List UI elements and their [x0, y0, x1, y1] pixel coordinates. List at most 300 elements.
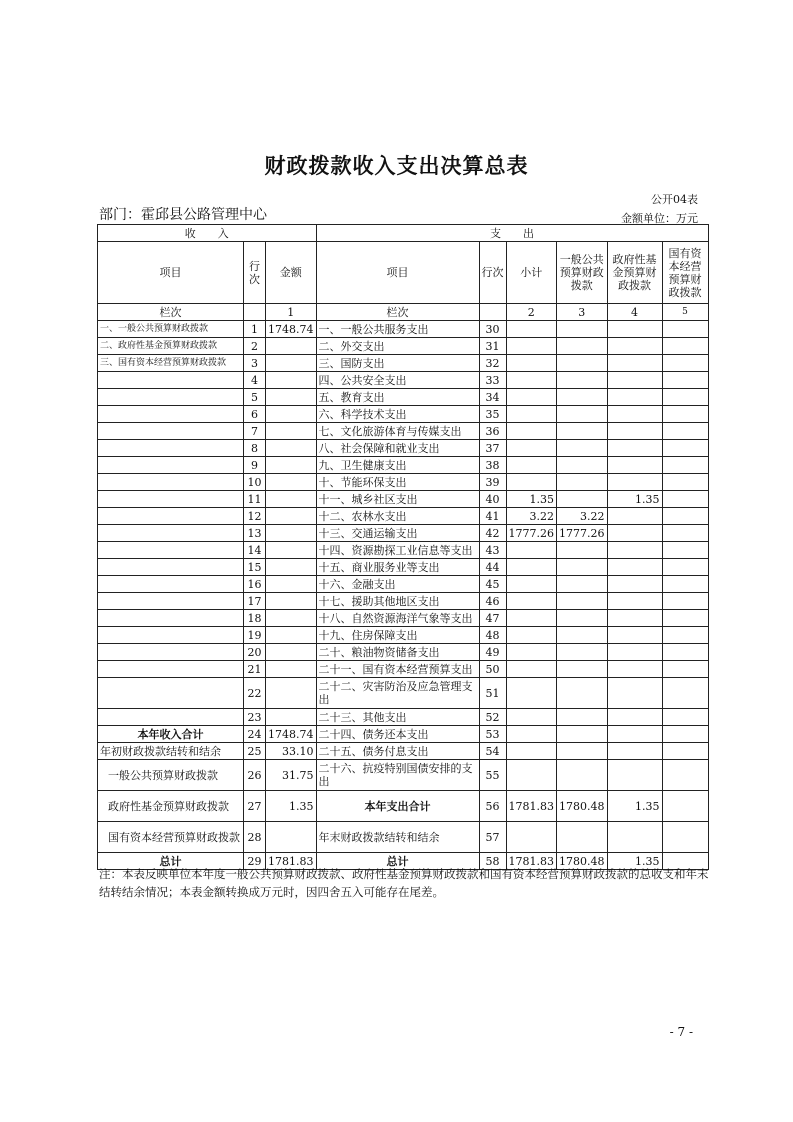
state-capital-amount	[662, 644, 708, 661]
income-item: 总计	[98, 853, 244, 870]
gov-fund-header: 政府性基金预算财政拨款	[607, 242, 662, 304]
income-item: 一、一般公共预算财政拨款	[98, 321, 244, 338]
column-number: 2	[506, 304, 557, 321]
general-budget-amount	[557, 610, 608, 627]
gov-fund-amount	[607, 610, 662, 627]
page-title: 财政拨款收入支出决算总表	[264, 154, 529, 178]
page-number: - 7 -	[669, 1025, 693, 1039]
expense-item: 八、社会保障和就业支出	[316, 440, 479, 457]
income-amount	[266, 355, 317, 372]
income-amount	[266, 423, 317, 440]
expense-item: 六、科学技术支出	[316, 406, 479, 423]
income-row-no: 6	[244, 406, 266, 423]
state-capital-amount	[662, 474, 708, 491]
expense-item: 三、国防支出	[316, 355, 479, 372]
income-row-no: 13	[244, 525, 266, 542]
subtotal	[506, 440, 557, 457]
gov-fund-amount	[607, 525, 662, 542]
income-item	[98, 709, 244, 726]
general-budget-amount	[557, 423, 608, 440]
expense-row-no: 50	[479, 661, 506, 678]
expense-row-no: 32	[479, 355, 506, 372]
table-row	[98, 760, 709, 791]
gov-fund-amount: 1.35	[607, 853, 662, 870]
expense-header: 支 出	[316, 225, 708, 242]
gov-fund-amount	[607, 627, 662, 644]
state-capital-amount	[662, 338, 708, 355]
general-budget-amount	[557, 355, 608, 372]
income-row-no: 20	[244, 644, 266, 661]
income-amount	[266, 610, 317, 627]
general-budget-amount	[557, 542, 608, 559]
general-budget-header: 一般公共预算财政拨款	[557, 242, 608, 304]
income-row-no: 18	[244, 610, 266, 627]
gov-fund-amount	[607, 440, 662, 457]
income-item	[98, 372, 244, 389]
expense-row-no: 31	[479, 338, 506, 355]
expense-row-no: 40	[479, 491, 506, 508]
expense-row-no: 37	[479, 440, 506, 457]
income-row-no: 16	[244, 576, 266, 593]
income-item	[98, 576, 244, 593]
column-number: 5	[662, 304, 708, 321]
subtotal	[506, 644, 557, 661]
gov-fund-amount: 1.35	[607, 791, 662, 822]
income-row-no: 4	[244, 372, 266, 389]
income-amount	[266, 508, 317, 525]
expense-row-no: 45	[479, 576, 506, 593]
general-budget-amount	[557, 644, 608, 661]
amount-header: 金额	[266, 242, 317, 304]
state-capital-header: 国有资本经营预算财政拨款	[662, 242, 708, 304]
table-row	[98, 338, 709, 355]
table-row	[98, 474, 709, 491]
state-capital-amount	[662, 355, 708, 372]
income-row-no: 11	[244, 491, 266, 508]
expense-row-no-header: 行次	[479, 242, 506, 304]
subtotal	[506, 389, 557, 406]
income-amount	[266, 678, 317, 709]
state-capital-amount	[662, 627, 708, 644]
gov-fund-amount	[607, 661, 662, 678]
general-budget-amount	[557, 440, 608, 457]
expense-row-no: 44	[479, 559, 506, 576]
income-row-no: 15	[244, 559, 266, 576]
income-item	[98, 491, 244, 508]
expense-item: 五、教育支出	[316, 389, 479, 406]
subtotal-header: 小计	[506, 242, 557, 304]
subtotal: 1777.26	[506, 525, 557, 542]
table-row	[98, 389, 709, 406]
gov-fund-amount	[607, 338, 662, 355]
subtotal	[506, 423, 557, 440]
subtotal	[506, 610, 557, 627]
table-row	[98, 661, 709, 678]
subtotal: 1.35	[506, 491, 557, 508]
gov-fund-amount	[607, 406, 662, 423]
state-capital-amount	[662, 576, 708, 593]
general-budget-amount	[557, 576, 608, 593]
general-budget-amount	[557, 372, 608, 389]
expense-row-no: 41	[479, 508, 506, 525]
subtotal	[506, 321, 557, 338]
income-amount: 31.75	[266, 760, 317, 791]
income-item: 政府性基金预算财政拨款	[98, 791, 244, 822]
subtotal: 1781.83	[506, 791, 557, 822]
table-row	[98, 610, 709, 627]
expense-item: 二十二、灾害防治及应急管理支出	[316, 678, 479, 709]
income-row-no: 29	[244, 853, 266, 870]
general-budget-amount: 1780.48	[557, 853, 608, 870]
table-row	[98, 457, 709, 474]
gov-fund-amount	[607, 355, 662, 372]
income-row-no: 7	[244, 423, 266, 440]
income-amount	[266, 661, 317, 678]
state-capital-amount	[662, 440, 708, 457]
general-budget-amount	[557, 760, 608, 791]
state-capital-amount	[662, 678, 708, 709]
table-row	[98, 743, 709, 760]
column-number: 3	[557, 304, 608, 321]
income-row-no: 25	[244, 743, 266, 760]
state-capital-amount	[662, 726, 708, 743]
subtotal: 1781.83	[506, 853, 557, 870]
expense-row-no: 51	[479, 678, 506, 709]
expense-row-no: 56	[479, 791, 506, 822]
income-item: 二、政府性基金预算财政拨款	[98, 338, 244, 355]
income-item: 三、国有资本经营预算财政拨款	[98, 355, 244, 372]
general-budget-amount	[557, 559, 608, 576]
expense-item: 十八、自然资源海洋气象等支出	[316, 610, 479, 627]
table-row	[98, 321, 709, 338]
expense-row-no: 35	[479, 406, 506, 423]
state-capital-amount	[662, 709, 708, 726]
subtotal: 3.22	[506, 508, 557, 525]
subtotal	[506, 542, 557, 559]
table-row	[98, 576, 709, 593]
general-budget-amount	[557, 822, 608, 853]
expense-row-no: 54	[479, 743, 506, 760]
income-item	[98, 389, 244, 406]
gov-fund-amount	[607, 593, 662, 610]
gov-fund-amount	[607, 726, 662, 743]
income-item	[98, 627, 244, 644]
expense-row-no: 42	[479, 525, 506, 542]
expense-row-no: 39	[479, 474, 506, 491]
table-row	[98, 440, 709, 457]
gov-fund-amount	[607, 822, 662, 853]
subtotal	[506, 474, 557, 491]
table-row	[98, 627, 709, 644]
state-capital-amount	[662, 593, 708, 610]
state-capital-amount	[662, 321, 708, 338]
income-row-no: 9	[244, 457, 266, 474]
income-amount	[266, 338, 317, 355]
subtotal	[506, 822, 557, 853]
income-amount: 1748.74	[266, 321, 317, 338]
income-row-no: 24	[244, 726, 266, 743]
table-row	[98, 508, 709, 525]
table-number: 公开04表	[651, 193, 698, 206]
income-item	[98, 559, 244, 576]
footnote: 注：本表反映单位本年度一般公共预算财政拨款、政府性基金预算财政拨款和国有资本经营预算财政拨款的总收支和年末结转结余情况；本表金额转换成万元时，因四舍五入可能存在尾差。	[99, 867, 709, 899]
gov-fund-amount	[607, 508, 662, 525]
expense-item-header: 项目	[316, 242, 479, 304]
table-row	[98, 678, 709, 709]
expense-item: 十六、金融支出	[316, 576, 479, 593]
table-row	[98, 709, 709, 726]
income-item: 一般公共预算财政拨款	[98, 760, 244, 791]
income-row-no: 3	[244, 355, 266, 372]
subtotal	[506, 726, 557, 743]
subtotal	[506, 372, 557, 389]
subtotal	[506, 457, 557, 474]
general-budget-amount	[557, 321, 608, 338]
income-item	[98, 593, 244, 610]
subtotal	[506, 661, 557, 678]
subtotal	[506, 559, 557, 576]
expense-row-no: 30	[479, 321, 506, 338]
state-capital-amount	[662, 791, 708, 822]
income-item	[98, 423, 244, 440]
income-item	[98, 525, 244, 542]
expense-item: 总计	[316, 853, 479, 870]
expense-item: 十二、农林水支出	[316, 508, 479, 525]
income-amount	[266, 559, 317, 576]
gov-fund-amount	[607, 709, 662, 726]
income-amount	[266, 440, 317, 457]
income-row-no: 2	[244, 338, 266, 355]
state-capital-amount	[662, 610, 708, 627]
column-label: 栏次	[98, 304, 244, 321]
expense-item: 十一、城乡社区支出	[316, 491, 479, 508]
general-budget-amount	[557, 491, 608, 508]
income-item	[98, 457, 244, 474]
income-item	[98, 508, 244, 525]
income-row-no: 17	[244, 593, 266, 610]
income-row-no: 10	[244, 474, 266, 491]
expense-item: 二十六、抗疫特别国债安排的支出	[316, 760, 479, 791]
income-item	[98, 610, 244, 627]
gov-fund-amount	[607, 743, 662, 760]
expense-item: 年末财政拨款结转和结余	[316, 822, 479, 853]
income-header: 收 入	[98, 225, 317, 242]
table-row	[98, 726, 709, 743]
expense-item: 本年支出合计	[316, 791, 479, 822]
gov-fund-amount	[607, 321, 662, 338]
expense-item: 二十五、债务付息支出	[316, 743, 479, 760]
subtotal	[506, 355, 557, 372]
income-row-no: 28	[244, 822, 266, 853]
income-amount	[266, 389, 317, 406]
gov-fund-amount	[607, 423, 662, 440]
income-row-no: 8	[244, 440, 266, 457]
gov-fund-amount	[607, 389, 662, 406]
gov-fund-amount	[607, 474, 662, 491]
table-row	[98, 525, 709, 542]
unit-label: 金额单位：万元	[621, 212, 698, 225]
expense-item: 十三、交通运输支出	[316, 525, 479, 542]
expense-item: 十七、援助其他地区支出	[316, 593, 479, 610]
income-item	[98, 661, 244, 678]
column-label: 栏次	[316, 304, 479, 321]
income-amount	[266, 525, 317, 542]
expense-item: 十、节能环保支出	[316, 474, 479, 491]
expense-item: 一、一般公共服务支出	[316, 321, 479, 338]
state-capital-amount	[662, 525, 708, 542]
income-amount	[266, 644, 317, 661]
income-amount: 1.35	[266, 791, 317, 822]
expense-row-no: 53	[479, 726, 506, 743]
expense-row-no: 49	[479, 644, 506, 661]
table-row	[98, 822, 709, 853]
income-row-no: 21	[244, 661, 266, 678]
general-budget-amount	[557, 709, 608, 726]
income-amount	[266, 406, 317, 423]
income-row-no: 14	[244, 542, 266, 559]
income-amount	[266, 474, 317, 491]
gov-fund-amount	[607, 576, 662, 593]
general-budget-amount	[557, 406, 608, 423]
income-amount	[266, 627, 317, 644]
general-budget-amount: 1777.26	[557, 525, 608, 542]
income-amount	[266, 457, 317, 474]
department-label: 部门：霍邱县公路管理中心	[99, 207, 267, 223]
general-budget-amount	[557, 474, 608, 491]
expense-row-no: 52	[479, 709, 506, 726]
subtotal	[506, 709, 557, 726]
gov-fund-amount	[607, 559, 662, 576]
general-budget-amount	[557, 726, 608, 743]
income-row-no-header: 行次	[244, 242, 266, 304]
state-capital-amount	[662, 389, 708, 406]
income-row-no: 19	[244, 627, 266, 644]
income-amount: 33.10	[266, 743, 317, 760]
income-amount: 1748.74	[266, 726, 317, 743]
gov-fund-amount	[607, 760, 662, 791]
table-row	[98, 559, 709, 576]
state-capital-amount	[662, 743, 708, 760]
general-budget-amount	[557, 457, 608, 474]
income-amount: 1781.83	[266, 853, 317, 870]
income-row-no: 1	[244, 321, 266, 338]
expense-row-no: 34	[479, 389, 506, 406]
gov-fund-amount: 1.35	[607, 491, 662, 508]
income-item	[98, 542, 244, 559]
expense-item: 四、公共安全支出	[316, 372, 479, 389]
income-amount	[266, 822, 317, 853]
income-item: 本年收入合计	[98, 726, 244, 743]
table-row	[98, 542, 709, 559]
income-amount	[266, 593, 317, 610]
income-amount	[266, 709, 317, 726]
expense-row-no: 43	[479, 542, 506, 559]
table-row	[98, 644, 709, 661]
state-capital-amount	[662, 760, 708, 791]
income-row-no: 26	[244, 760, 266, 791]
table-row	[98, 372, 709, 389]
expense-item: 二十、粮油物资储备支出	[316, 644, 479, 661]
expense-item: 九、卫生健康支出	[316, 457, 479, 474]
gov-fund-amount	[607, 644, 662, 661]
subtotal	[506, 576, 557, 593]
gov-fund-amount	[607, 457, 662, 474]
general-budget-amount	[557, 661, 608, 678]
expense-row-no: 55	[479, 760, 506, 791]
income-item	[98, 440, 244, 457]
expense-row-no: 57	[479, 822, 506, 853]
expense-item: 十九、住房保障支出	[316, 627, 479, 644]
state-capital-amount	[662, 457, 708, 474]
general-budget-amount: 3.22	[557, 508, 608, 525]
state-capital-amount	[662, 542, 708, 559]
subtotal	[506, 678, 557, 709]
expense-item: 二、外交支出	[316, 338, 479, 355]
general-budget-amount	[557, 743, 608, 760]
expense-row-no: 38	[479, 457, 506, 474]
state-capital-amount	[662, 491, 708, 508]
state-capital-amount	[662, 372, 708, 389]
general-budget-amount: 1780.48	[557, 791, 608, 822]
budget-summary-table	[97, 224, 709, 870]
income-item-header: 项目	[98, 242, 244, 304]
general-budget-amount	[557, 389, 608, 406]
income-item	[98, 474, 244, 491]
income-row-no: 22	[244, 678, 266, 709]
expense-row-no: 33	[479, 372, 506, 389]
expense-item: 十四、资源勘探工业信息等支出	[316, 542, 479, 559]
gov-fund-amount	[607, 542, 662, 559]
table-row	[98, 593, 709, 610]
expense-row-no: 48	[479, 627, 506, 644]
state-capital-amount	[662, 508, 708, 525]
state-capital-amount	[662, 661, 708, 678]
table-row	[98, 491, 709, 508]
income-row-no: 12	[244, 508, 266, 525]
table-row	[98, 406, 709, 423]
subtotal	[506, 760, 557, 791]
income-item: 国有资本经营预算财政拨款	[98, 822, 244, 853]
column-number: 1	[266, 304, 317, 321]
gov-fund-amount	[607, 372, 662, 389]
expense-row-no: 46	[479, 593, 506, 610]
general-budget-amount	[557, 338, 608, 355]
income-amount	[266, 576, 317, 593]
column-number: 4	[607, 304, 662, 321]
income-item	[98, 678, 244, 709]
income-row-no: 23	[244, 709, 266, 726]
expense-row-no: 58	[479, 853, 506, 870]
income-row-no: 27	[244, 791, 266, 822]
table-row	[98, 355, 709, 372]
income-item	[98, 644, 244, 661]
table-row	[98, 791, 709, 822]
table-row	[98, 423, 709, 440]
state-capital-amount	[662, 406, 708, 423]
subtotal	[506, 743, 557, 760]
general-budget-amount	[557, 678, 608, 709]
income-item	[98, 406, 244, 423]
expense-item: 七、文化旅游体育与传媒支出	[316, 423, 479, 440]
income-amount	[266, 372, 317, 389]
general-budget-amount	[557, 593, 608, 610]
expense-row-no: 36	[479, 423, 506, 440]
expense-item: 十五、商业服务业等支出	[316, 559, 479, 576]
expense-row-no: 47	[479, 610, 506, 627]
gov-fund-amount	[607, 678, 662, 709]
state-capital-amount	[662, 423, 708, 440]
state-capital-amount	[662, 559, 708, 576]
